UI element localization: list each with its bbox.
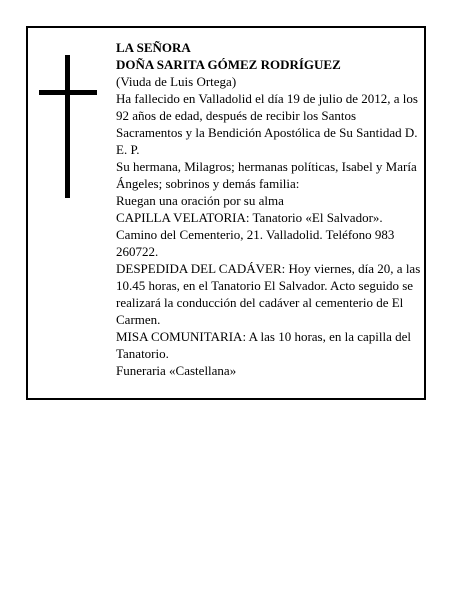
notice-text (116, 39, 421, 379)
notice-paragraph-mass: MISA COMUNITARIA: A las 10 horas, en la capilla del Tanatorio. (116, 329, 412, 361)
notice-paragraph-prayer: Ruegan una oración por su alma (116, 193, 284, 208)
notice-paragraph-family: Su hermana, Milagros; hermanas políticas, Isabel y María Ángeles; sobrinos y demás familia: (116, 159, 417, 191)
notice-title-line1: LA SEÑORA (116, 40, 191, 55)
notice-title-line2: DOÑA SARITA GÓMEZ RODRÍGUEZ (116, 57, 341, 72)
cross-vertical-bar (65, 55, 70, 198)
notice-paragraph-death: Ha fallecido en Valladolid el día 19 de julio de 2012, a los 92 años de edad, después de recibir los Santos Sacramentos y la Bendición Apostólica de Su Santidad D. E. P. (116, 91, 418, 157)
obituary-notice (26, 26, 426, 400)
cross-icon (39, 55, 97, 198)
cross-horizontal-bar (39, 90, 97, 95)
notice-paragraph-chapel: CAPILLA VELATORIA: Tanatorio «El Salvador». Camino del Cementerio, 21. Valladolid. Teléfono 983 260722. (116, 210, 395, 259)
notice-paragraph-farewell: DESPEDIDA DEL CADÁVER: Hoy viernes, día 20, a las 10.45 horas, en el Tanatorio El Salvador. Acto seguido se realizará la conducción del cadáver al cementerio de El Carmen. (116, 261, 421, 327)
notice-paragraph-funeral-home: Funeraria «Castellana» (116, 363, 237, 378)
notice-subtitle: (Viuda de Luis Ortega) (116, 74, 237, 89)
